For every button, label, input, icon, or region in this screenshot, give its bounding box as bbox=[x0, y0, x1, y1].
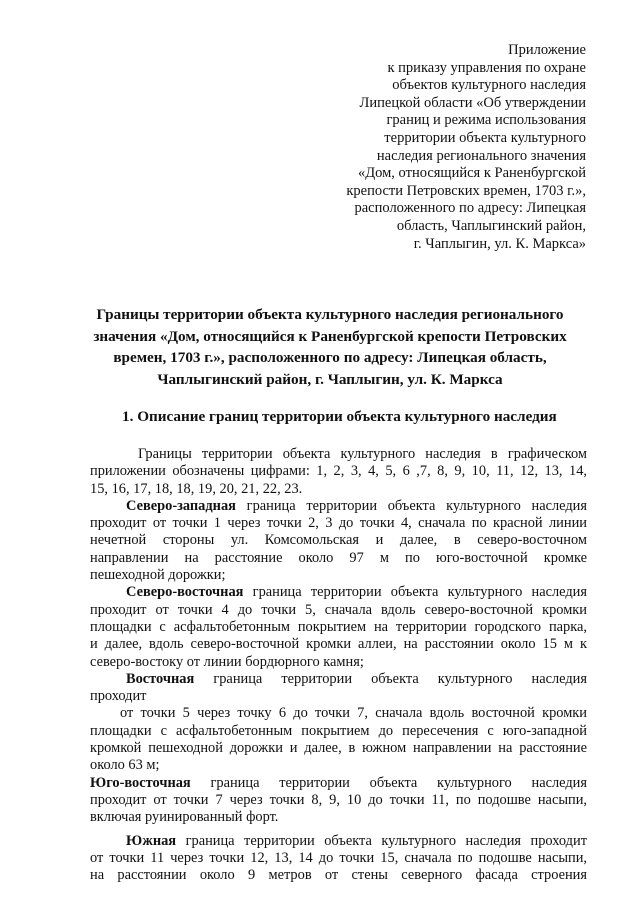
document-body bbox=[90, 446, 587, 884]
paragraph-line: северо-востоку от линии бордюрного камня; bbox=[90, 653, 364, 670]
paragraph-line: проходит от точки 7 через точки 8, 9, 10 до точки 11, по подошве насыпи, bbox=[90, 791, 587, 808]
appendix-line: наследия регионального значения bbox=[376, 147, 586, 164]
paragraph-line: площадки с асфальтобетонным покрытием до пересечения с юго-западной bbox=[90, 722, 587, 739]
paragraph-text: граница территории объекта культурного наследия проходит bbox=[176, 832, 587, 849]
paragraph-line: Границы территории объекта культурного наследия в графическом bbox=[138, 446, 587, 462]
boundary-name: Восточная bbox=[126, 670, 195, 687]
title-line: Чаплыгинский район, г. Чаплыгин, ул. К. Маркса bbox=[157, 370, 503, 388]
paragraph-line: включая руинированный форт. bbox=[90, 809, 279, 826]
appendix-line: территории объекта культурного bbox=[384, 129, 586, 146]
paragraph-line bbox=[90, 498, 587, 515]
paragraph-text: граница территории объекта культурного наследия bbox=[190, 774, 587, 791]
paragraph-line: на расстоянии около 9 метров от стены северного фасада строения bbox=[90, 867, 587, 884]
paragraph-intro bbox=[90, 446, 587, 498]
appendix-block bbox=[286, 42, 586, 253]
paragraph-line: и далее, вдоль северо-восточной кромки аллеи, на расстоянии около 15 м к bbox=[90, 636, 587, 653]
appendix-line: область, Чаплыгинский район, bbox=[396, 217, 586, 234]
paragraph-line: около 63 м; bbox=[90, 757, 160, 774]
appendix-line: границ и режима использования bbox=[386, 112, 586, 129]
paragraph-line: приложении обозначены цифрами: 1, 2, 3, 4, 5, 6 ,7, 8, 9, 10, 11, 12, 13, 14, bbox=[90, 463, 587, 480]
title-line: времен, 1703 г.», расположенного по адресу: Липецкая область, bbox=[113, 349, 547, 367]
paragraph-line: 15, 16, 17, 18, 18, 19, 20, 21, 22, 23. bbox=[90, 480, 303, 497]
paragraph-line bbox=[90, 833, 587, 850]
paragraph-east bbox=[90, 671, 587, 775]
paragraph-line: нечетной стороны ул. Комсомольская и далее, в северо-восточном bbox=[90, 532, 587, 549]
section-heading: 1. Описание границ территории объекта культурного наследия bbox=[122, 408, 557, 425]
paragraph-line bbox=[90, 671, 587, 688]
boundary-name: Юго-восточная bbox=[90, 774, 191, 791]
appendix-line: крепости Петровских времен, 1703 г.», bbox=[346, 182, 586, 199]
boundary-name: Северо-западная bbox=[126, 497, 236, 514]
appendix-line: расположенного по адресу: Липецкая bbox=[354, 200, 586, 217]
paragraph-line: от точки 11 через точки 12, 13, 14 до точки 15, сначала по подошве насыпи, bbox=[90, 849, 587, 866]
paragraph-line: площадки с асфальтобетонным покрытием на территории городского парка, bbox=[90, 618, 587, 635]
appendix-line: Приложение bbox=[508, 42, 586, 58]
paragraph-line: от точки 5 через точку 6 до точки 7, сначала вдоль восточной кромки bbox=[120, 705, 587, 722]
boundary-name: Южная bbox=[126, 832, 177, 849]
paragraph-line: проходит от точки 1 через точки 2, 3 до точки 4, сначала по красной линии bbox=[90, 515, 587, 532]
title-line: значения «Дом, относящийся к Раненбургской крепости Петровских bbox=[93, 327, 567, 345]
paragraph-northeast bbox=[90, 584, 587, 670]
paragraph-line bbox=[90, 775, 587, 792]
paragraph-line: кромкой пешеходной дорожки и далее, в южном направлении на расстояние bbox=[90, 740, 587, 757]
paragraph-line: направлении на расстояние около 97 м по юго-восточной кромке bbox=[90, 549, 587, 566]
paragraph-southeast bbox=[90, 775, 587, 827]
paragraph-line: пешеходной дорожки; bbox=[90, 567, 226, 584]
paragraph-line: проходит bbox=[90, 688, 147, 705]
appendix-line: Липецкой области «Об утверждении bbox=[359, 94, 586, 111]
paragraph-line bbox=[90, 584, 587, 601]
paragraph-south bbox=[90, 833, 587, 885]
document-title bbox=[80, 304, 580, 390]
appendix-line: к приказу управления по охране bbox=[387, 59, 586, 76]
title-line: Границы территории объекта культурного наследия регионального bbox=[96, 306, 564, 323]
appendix-line: объектов культурного наследия bbox=[392, 77, 586, 94]
boundary-name: Северо-восточная bbox=[126, 584, 244, 601]
paragraph-text: граница территории объекта культурного наследия bbox=[243, 584, 587, 601]
paragraph-text: граница территории объекта культурного наследия bbox=[235, 497, 587, 514]
paragraph-northwest bbox=[90, 498, 587, 584]
appendix-line: «Дом, относящийся к Раненбургской bbox=[358, 165, 586, 182]
paragraph-text: граница территории объекта культурного наследия bbox=[194, 670, 587, 687]
appendix-line: г. Чаплыгин, ул. К. Маркса» bbox=[413, 235, 586, 252]
paragraph-line: проходит от точки 4 до точки 5, сначала вдоль северо-восточной кромки bbox=[90, 601, 587, 618]
